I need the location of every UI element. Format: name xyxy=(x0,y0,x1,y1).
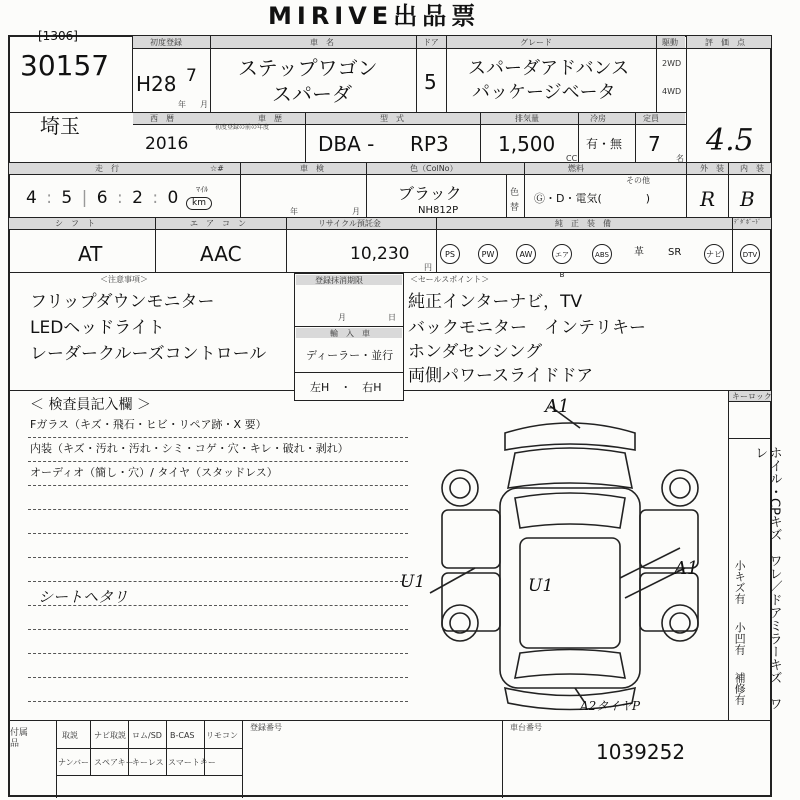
capacity-value: 7 xyxy=(648,132,661,156)
ac-yes-no: 有・無 xyxy=(586,137,623,151)
interior-value: B xyxy=(740,187,755,211)
right-front-wheel xyxy=(662,470,698,506)
mark-front: A1 xyxy=(545,396,570,417)
yen-unit: 円 xyxy=(424,263,432,272)
equip-pw: PW xyxy=(478,244,498,264)
keylock-sub-3: 補修有 xyxy=(733,672,747,705)
left-front-door xyxy=(442,510,500,568)
mark-left: U1 xyxy=(400,572,426,592)
grade-line2: パッケージベータ xyxy=(472,82,616,103)
notes-item-2: LEDヘッドライト xyxy=(30,318,165,338)
notes-item-1: フリップダウンモニター xyxy=(30,292,215,312)
acc-keyless: キーレス xyxy=(132,758,164,767)
lot-number: 30157 xyxy=(20,49,110,82)
aircon-value: AAC xyxy=(200,242,242,266)
equip-leather: 革 xyxy=(634,247,644,258)
mileage-mark: ☆# xyxy=(210,164,224,173)
region: 埼玉 xyxy=(40,114,80,138)
acc-manual: 取説 xyxy=(62,731,78,740)
label-history-sub: 初度登録の前の年度 xyxy=(215,124,270,131)
label-score: 評 価 点 xyxy=(705,38,745,47)
label-chassis-number: 車台番号 xyxy=(510,723,542,732)
keylock-vertical-text: ホイル・CPキズ ワレ／ドアミラーキズ ワレ xyxy=(752,446,782,710)
label-inspection: 車 検 xyxy=(300,164,324,173)
model-code: RP3 xyxy=(410,132,449,156)
sales-point-4: 両側パワースライドドア xyxy=(408,366,594,386)
mileage-digit-2: 5 xyxy=(61,188,75,208)
score-value: 4.5 xyxy=(706,123,754,158)
label-ac: 冷房 xyxy=(590,114,606,123)
inspection-year: 年 xyxy=(290,207,298,216)
label-aircon: エ ア コ ン xyxy=(190,219,246,228)
label-options: 純 正 装 備 xyxy=(555,219,611,228)
acc-bcas: B-CAS xyxy=(170,731,195,740)
inspection-month: 月 xyxy=(352,207,360,216)
label-car-name: 車 名 xyxy=(310,38,334,47)
label-import: 輸 入 車 xyxy=(330,329,370,338)
equip-airbag: エアB xyxy=(552,244,572,264)
drive-4wd: 4WD xyxy=(662,87,682,96)
hood-shape xyxy=(508,448,632,488)
equip-dtv: DTV xyxy=(740,244,760,264)
lot-code: [1306] xyxy=(38,29,78,43)
label-doors: ドア xyxy=(423,38,439,47)
left-rear-wheel-hub xyxy=(450,613,470,633)
label-model: 型 式 xyxy=(380,114,404,123)
mark-bottom: A2タイヤP xyxy=(580,699,641,713)
keylock-sub-2: 小凹有 xyxy=(733,622,747,655)
equip-abs: ABS xyxy=(592,244,612,264)
inspector-line-2: 内装（キズ・汚れ・汚れ・シミ・コゲ・穴・キレ・破れ・剥れ） xyxy=(30,442,349,455)
equip-aw: AW xyxy=(516,244,536,264)
mileage-digit-3: 6 xyxy=(96,188,110,208)
label-keylock: キーロック xyxy=(732,392,772,401)
model-year-value: 2016 xyxy=(145,134,189,154)
unit-year: 年 xyxy=(178,100,186,109)
chassis-number: 1039252 xyxy=(596,740,686,764)
sales-point-3: ホンダセンシング xyxy=(408,342,543,362)
sheet-title: MIRIVE出品票 xyxy=(268,2,481,30)
grade-line1: スパーダアドバンス xyxy=(468,58,630,79)
reg-month: 7 xyxy=(186,66,197,86)
right-rear-wheel xyxy=(662,605,698,641)
equip-sunroof: SR xyxy=(668,247,682,258)
handwritten-note: シートヘタリ xyxy=(38,588,129,606)
label-mileage: 走 行 xyxy=(95,164,119,173)
label-drive: 駆動 xyxy=(662,38,678,47)
label-color-swap: 色替 xyxy=(510,188,520,214)
mileage-digit-5: 0 xyxy=(167,188,181,208)
equip-ps: PS xyxy=(440,244,460,264)
keylock-sub-1: 小キズ有 xyxy=(733,560,747,604)
drive-2wd: 2WD xyxy=(662,59,682,68)
label-registration: 登録抹消期限 xyxy=(315,276,363,285)
mark-center: U1 xyxy=(528,576,554,596)
person-unit: 名 xyxy=(676,154,684,163)
handle-side: 左H ・ 右H xyxy=(310,381,382,394)
body-shape xyxy=(500,488,640,688)
label-sales-points: ＜セールスポイント＞ xyxy=(410,275,490,284)
acc-number: ナンバー xyxy=(58,758,90,767)
acc-smart-key: スマートキー xyxy=(168,758,216,767)
label-model-year: 西 暦 xyxy=(150,114,174,123)
car-name-line1: ステップワゴン xyxy=(238,56,378,80)
color-value: ブラック xyxy=(398,184,462,203)
label-history: 車 歴 xyxy=(258,114,282,123)
label-displacement: 排気量 xyxy=(515,114,539,123)
label-exterior: 外 装 xyxy=(700,164,724,173)
label-shift: シ フ ト xyxy=(55,219,95,228)
left-front-wheel xyxy=(442,470,478,506)
recycle-value: 10,230 xyxy=(350,244,410,264)
registration-month: 月 xyxy=(338,313,346,322)
sales-point-1: 純正インターナビ，TV xyxy=(408,292,583,312)
mark-right: A1 xyxy=(674,558,699,579)
odo-unit-mile: ﾏｲﾙ xyxy=(196,185,208,194)
label-notes: ＜注意事項＞ xyxy=(100,275,148,284)
dealer-parallel: ディーラー・並行 xyxy=(306,349,394,362)
label-fuel: 燃料 xyxy=(568,164,584,173)
model-prefix: DBA - xyxy=(318,132,375,156)
label-recycle: リサイクル預託金 xyxy=(318,219,381,228)
inspector-line-3: オーディオ（簡し・穴）/ タイヤ（スタッドレス） xyxy=(30,466,278,479)
label-inspector: ＜ 検査員記入欄 ＞ xyxy=(30,397,151,413)
mileage-digit-4: 2 xyxy=(132,188,145,208)
label-other: ﾃﾞﾀﾞﾎﾞｰﾄﾞ xyxy=(734,219,762,226)
shift-value: AT xyxy=(78,242,103,266)
car-name-line2: スパーダ xyxy=(272,82,352,106)
unit-month: 月 xyxy=(200,100,208,109)
mileage-digits: 4 : 5 | 6 : 2 : 0 xyxy=(26,188,181,208)
acc-remote: リモコン xyxy=(206,731,238,740)
registration-day: 日 xyxy=(388,313,396,322)
mileage-digit-1: 4 xyxy=(26,188,39,208)
exterior-value: R xyxy=(700,187,716,211)
label-accessories: 付属品 xyxy=(10,728,29,750)
equip-navi: ナビ xyxy=(704,244,724,264)
acc-navi-manual: ナビ取説 xyxy=(94,731,126,740)
acc-rom-sd: ロム/SD xyxy=(132,731,162,740)
acc-spare-key: スペアキー xyxy=(94,758,134,767)
cc-unit: CC xyxy=(566,154,578,163)
color-code: NH812P xyxy=(418,205,459,216)
odo-unit-km: km xyxy=(186,197,212,210)
damage-stroke-left xyxy=(430,568,475,593)
label-grade: グレード xyxy=(520,38,552,47)
fuel-value: Ⓖ・D・電気( ) xyxy=(534,192,651,205)
right-rear-wheel-hub xyxy=(670,613,690,633)
sales-point-2: バックモニター インテリキー xyxy=(408,318,646,338)
label-color: 色（ColNo） xyxy=(410,164,458,173)
rear-glass-shape xyxy=(515,650,625,679)
inspector-line-1: Fガラス（キズ・飛石・ヒビ・リペア跡・X 要） xyxy=(30,418,267,431)
label-interior: 内 装 xyxy=(740,164,764,173)
label-fuel-other: その他 xyxy=(626,176,650,185)
displacement-value: 1,500 xyxy=(498,132,556,156)
doors-value: 5 xyxy=(424,70,437,94)
left-front-wheel-hub xyxy=(450,478,470,498)
label-first-registration: 初度登録 xyxy=(150,38,182,47)
label-capacity: 定員 xyxy=(643,114,659,123)
label-reg-number: 登録番号 xyxy=(250,723,282,732)
right-front-wheel-hub xyxy=(670,478,690,498)
reg-era-year: H28 xyxy=(136,72,177,96)
left-rear-wheel xyxy=(442,605,478,641)
front-bumper-shape xyxy=(505,423,635,450)
windshield-shape xyxy=(515,493,625,528)
notes-item-3: レーダークルーズコントロール xyxy=(30,344,267,364)
